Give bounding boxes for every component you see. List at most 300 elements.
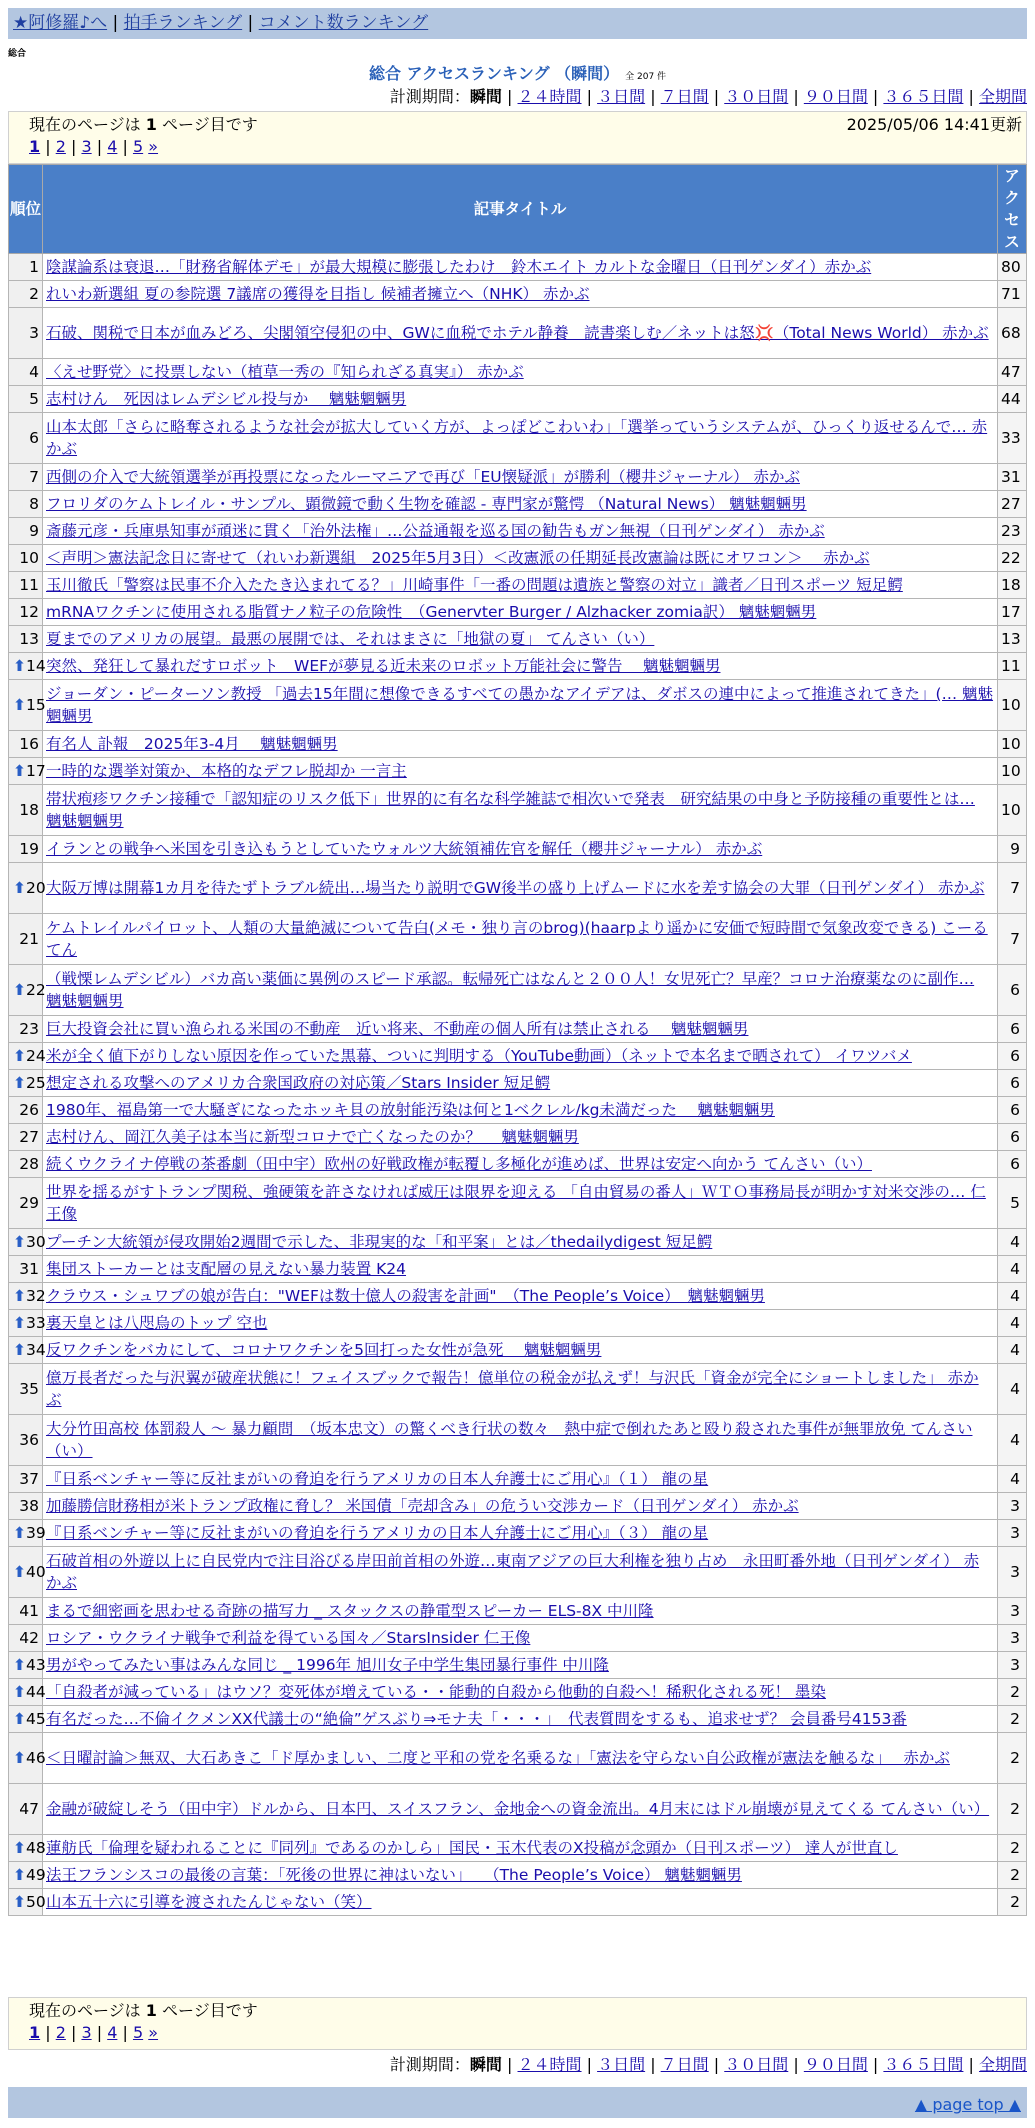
category-label: 総合: [8, 49, 27, 59]
rank-cell: [9, 518, 43, 545]
article-title-link[interactable]: 男がやってみたい事はみんな同じ _ 1996年 旭川女子中学生集団暴行事件 中川隆: [46, 1656, 609, 1674]
title-cell: [43, 1520, 998, 1547]
page-info-top: [8, 111, 1027, 164]
access-count: 2: [998, 1733, 1027, 1784]
ranking-row: [9, 1493, 1027, 1520]
page-number: 1: [145, 2001, 157, 2020]
up-arrow-icon: ⬆: [13, 1287, 26, 1305]
ranking-row: [9, 572, 1027, 599]
article-title-link[interactable]: 志村けん、岡江久美子は本当に新型コロナで亡くなったのか？ 魑魅魍魎男: [46, 1128, 579, 1146]
rank-cell: [9, 1178, 43, 1229]
ranking-row: [9, 1835, 1027, 1862]
pager-next-link[interactable]: »: [148, 137, 159, 156]
up-arrow-icon: ⬆: [13, 1839, 26, 1857]
rank-number: 33: [26, 1314, 46, 1332]
access-count: 6: [998, 1097, 1027, 1124]
rank-cell: [9, 626, 43, 653]
access-count: 6: [998, 1070, 1027, 1097]
period-link[interactable]: ７日間: [660, 87, 709, 106]
rank-cell: [9, 653, 46, 680]
rank-cell: [9, 1151, 43, 1178]
title-cell: [43, 413, 998, 464]
up-arrow-icon: ⬆: [13, 1563, 26, 1581]
article-title-link[interactable]: 裏天皇とは八咫烏のトップ 空也: [46, 1314, 268, 1332]
ranking-row: [9, 1862, 1027, 1889]
title-cell: [43, 1016, 998, 1043]
ranking-row: [9, 626, 1027, 653]
period-separator: |: [507, 87, 518, 106]
title-cell: [43, 1043, 998, 1070]
ranking-row: [9, 1889, 1027, 1916]
period-link[interactable]: 全期間: [978, 87, 1027, 106]
title-cell: [43, 1466, 998, 1493]
article-title-link[interactable]: 斎藤元彦・兵庫県知事が頑迷に貫く「治外法権」…公益通報を巡る国の勧告もガン無視（日刊ゲンダイ） 赤かぶ: [46, 522, 825, 540]
rank-number: 41: [19, 1602, 39, 1620]
access-count: 7: [998, 863, 1027, 914]
rank-cell: [9, 1547, 46, 1598]
rank-number: 47: [19, 1800, 39, 1818]
period-separator: |: [963, 87, 979, 106]
ranking-row: [9, 413, 1027, 464]
access-count: 10: [998, 785, 1027, 836]
period-link[interactable]: ３６５日間: [883, 2055, 964, 2074]
period-separator: |: [708, 87, 725, 106]
rank-number: 17: [26, 762, 46, 780]
ranking-row: [9, 1283, 1027, 1310]
pager-current-page[interactable]: 1: [29, 2023, 41, 2042]
ranking-row: [9, 491, 1027, 518]
rank-cell: [9, 1835, 46, 1862]
article-title-link[interactable]: ＜声明＞憲法記念日に寄せて（れいわ新選組 2025年5月3日）＜改憲派の任期延長改憲論は既にオワコン＞ 赤かぶ: [46, 549, 870, 567]
title-cell: [43, 1151, 998, 1178]
article-title-link[interactable]: ロシア・ウクライナ戦争で利益を得ている国々／StarsInsider 仁王像: [46, 1629, 531, 1647]
pager-page-link[interactable]: 2: [55, 2023, 66, 2042]
rank-cell: [9, 1415, 43, 1466]
article-title-link[interactable]: れいわ新選組 夏の参院選 7議席の獲得を目指し 候補者擁立へ（NHK） 赤かぶ: [46, 285, 590, 303]
rank-cell: [9, 863, 46, 914]
ranking-row: [9, 863, 1027, 914]
article-title-link[interactable]: 有名人 訃報 2025年3-4月 魑魅魍魎男: [46, 735, 338, 753]
period-separator: |: [867, 2055, 884, 2074]
ranking-row: [9, 1625, 1027, 1652]
rank-number: 36: [19, 1431, 39, 1449]
title-cell: [43, 491, 998, 518]
rank-number: 5: [29, 390, 39, 408]
article-title-link[interactable]: 億万長者だった与沢翼が破産状態に！フェイスブックで報告！億単位の税金が払えず！与沢氏「資金が完全にショートしました」 赤かぶ: [46, 1369, 979, 1409]
pager-page-link[interactable]: 2: [55, 137, 66, 156]
access-count: 22: [998, 545, 1027, 572]
ranking-row: [9, 680, 1027, 731]
pager-page-link[interactable]: 5: [132, 2023, 144, 2042]
access-count: 3: [998, 1547, 1027, 1598]
top-nav-bar: [8, 8, 1027, 39]
article-title-link[interactable]: ＜日曜討論＞無双、大石あきこ「ド厚かましい、二度と平和の党を名乗るな」「憲法を守らない自公政権が憲法を触るな」 赤かぶ: [46, 1749, 950, 1767]
article-title-link[interactable]: 続くウクライナ停戦の茶番劇（田中宇）欧州の好戦政権が転覆し多極化が進めば、世界は安定へ向かう てんさい（い）: [46, 1155, 872, 1173]
period-link[interactable]: ３日間: [597, 2055, 646, 2074]
article-title-link[interactable]: 山本太郎「さらに略奪されるような社会が拡大していく方が、よっぽどこわいわ」「選挙っていうシステムが、ひっくり返せるんで… 赤かぶ: [46, 418, 988, 458]
article-title-link[interactable]: イランとの戦争へ米国を引き込もうとしていたウォルツ大統領補佐官を解任（櫻井ジャーナル） 赤かぶ: [46, 840, 763, 858]
pager-page-link[interactable]: 4: [107, 2023, 118, 2042]
period-current: 瞬間: [469, 2055, 502, 2074]
access-count: 2: [998, 1835, 1027, 1862]
rank-number: 20: [26, 879, 46, 897]
pager-page-link[interactable]: 5: [132, 137, 144, 156]
article-title-link[interactable]: プーチン大統領が侵攻開始2週間で示した、非現実的な「和平案」とは／thedailydigest 短足鰐: [46, 1233, 713, 1251]
comment-ranking-link[interactable]: コメント数ランキング: [258, 13, 429, 33]
pager-current-page[interactable]: 1: [29, 137, 41, 156]
rank-number: 44: [26, 1683, 46, 1701]
column-header-title: 記事タイトル: [43, 165, 998, 254]
article-title-link[interactable]: フロリダのケムトレイル・サンプル、顕微鏡で動く生物を確認 - 専門家が驚愕 （Natural News） 魑魅魍魎男: [46, 495, 807, 513]
home-link[interactable]: ★阿修羅♪へ: [13, 13, 108, 33]
title-cell: [43, 1337, 998, 1364]
article-title-link[interactable]: 有名だった…不倫イクメンXX代議士の“絶倫”ゲスぶり⇒モナ夫「・・・」 代表質問をするも、追求せず？ 会員番号4153番: [46, 1710, 907, 1728]
rank-cell: [9, 254, 43, 281]
ranking-row: [9, 1016, 1027, 1043]
rank-number: 8: [29, 495, 39, 513]
period-selector-top: [390, 86, 1027, 108]
ranking-row: [9, 254, 1027, 281]
title-cell: [43, 1625, 998, 1652]
rank-number: 3: [29, 324, 39, 342]
ranking-row: [9, 1598, 1027, 1625]
rank-number: 50: [26, 1893, 46, 1911]
article-title-link[interactable]: 1980年、福島第一で大騒ぎになったホッキ貝の放射能汚染は何と1ベクレル/kg未満だった 魑魅魍魎男: [46, 1101, 775, 1119]
title-cell: [43, 281, 998, 308]
access-count: 4: [998, 1466, 1027, 1493]
ranking-row: [9, 1547, 1027, 1598]
pager-page-link[interactable]: 3: [81, 137, 92, 156]
article-title-link[interactable]: 志村けん 死因はレムデシビル投与か 魑魅魍魎男: [46, 390, 407, 408]
article-title-link[interactable]: 巨大投資会社に買い漁られる米国の不動産 近い将来、不動産の個人所有は禁止される 魑魅魍魎男: [46, 1020, 749, 1038]
period-selector-bottom: [390, 2054, 1027, 2076]
period-links: [507, 87, 1027, 106]
rank-number: 13: [19, 630, 39, 648]
article-title-link[interactable]: 集団ストーカーとは支配層の見えない暴力装置 K24: [46, 1260, 407, 1278]
ranking-row: [9, 1124, 1027, 1151]
period-label: 計測期間：: [389, 87, 470, 106]
rank-cell: [9, 308, 43, 359]
rank-number: 10: [19, 549, 39, 567]
rank-number: 48: [26, 1839, 46, 1857]
rank-number: 34: [26, 1341, 46, 1359]
rank-number: 24: [26, 1047, 46, 1065]
footer-bar: [8, 2087, 1027, 2118]
article-title-link[interactable]: 『日系ベンチャー等に反社まがいの脅迫を行うアメリカの日本人弁護士にご用心』（１） 龍の星: [46, 1470, 709, 1488]
article-title-link[interactable]: 玉川徹氏「警察は民事不介入たたき込まれてる？」川崎事件「一番の問題は遺族と警察の対立」識者／日刊スポーツ 短足鰐: [46, 576, 903, 594]
up-arrow-icon: ⬆: [13, 1683, 26, 1701]
rank-number: 27: [19, 1128, 39, 1146]
article-title-link[interactable]: 一時的な選挙対策か、本格的なデフレ脱却か 一言主: [46, 762, 407, 780]
article-title-link[interactable]: 〈えせ野党〉に投票しない（植草一秀の『知られざる真実』） 赤かぶ: [46, 363, 524, 381]
period-link[interactable]: ３日間: [597, 87, 646, 106]
rank-number: 7: [29, 468, 39, 486]
rank-number: 45: [26, 1710, 46, 1728]
title-cell: [43, 680, 998, 731]
title-cell: [43, 914, 998, 965]
ranking-row: [9, 1310, 1027, 1337]
title-cell: [43, 1733, 998, 1784]
ranking-row: [9, 1733, 1027, 1784]
rank-cell: [9, 1652, 46, 1679]
article-title-link[interactable]: 蓮舫氏「倫理を疑われることに『同列』であるのかしら」国民・玉木代表のX投稿が念頭か（日刊スポーツ） 達人が世直し: [46, 1839, 898, 1857]
title-cell: [43, 1706, 998, 1733]
title-cell: [43, 1652, 998, 1679]
rank-number: 16: [19, 735, 39, 753]
rank-number: 15: [26, 696, 46, 714]
rank-cell: [9, 1043, 46, 1070]
rank-cell: [9, 464, 43, 491]
access-count: 2: [998, 1784, 1027, 1835]
rank-cell: [9, 680, 46, 731]
nav-separator: |: [242, 13, 259, 33]
access-count: 4: [998, 1364, 1027, 1415]
access-count: 6: [998, 1124, 1027, 1151]
up-arrow-icon: ⬆: [13, 981, 26, 999]
ranking-row: [9, 308, 1027, 359]
access-count: 18: [998, 572, 1027, 599]
article-title-link[interactable]: 大分竹田高校 体罰殺人 〜 暴力顧問 （坂本忠文）の驚くべき行状の数々 熱中症で倒れたあと殴り殺された事件が無罪放免 てんさい（い）: [46, 1420, 973, 1460]
access-count: 23: [998, 518, 1027, 545]
pager-separator: |: [117, 137, 133, 156]
rank-cell: [9, 1889, 46, 1916]
nav-separator: |: [107, 13, 124, 33]
access-count: 10: [998, 731, 1027, 758]
rank-cell: [9, 965, 46, 1016]
access-count: 4: [998, 1337, 1027, 1364]
article-title-link[interactable]: 想定される攻撃へのアメリカ合衆国政府の対応策／Stars Insider 短足鰐: [46, 1074, 551, 1092]
period-separator: |: [788, 2055, 804, 2074]
rank-cell: [9, 1070, 46, 1097]
ranking-row: [9, 1652, 1027, 1679]
rank-cell: [9, 1493, 43, 1520]
ranking-row: [9, 1415, 1027, 1466]
rank-number: 19: [19, 840, 39, 858]
access-count: 3: [998, 1598, 1027, 1625]
rank-cell: [9, 1310, 46, 1337]
page-number: 1: [145, 115, 157, 134]
rank-cell: [9, 1784, 43, 1835]
rank-number: 14: [26, 657, 46, 675]
article-title-link[interactable]: 突然、発狂して暴れだすロボット WEFが夢見る近未来のロボット万能社会に警告 魑魅魍魎男: [46, 657, 721, 675]
rank-cell: [9, 1337, 46, 1364]
article-title-link[interactable]: 石破、関税で日本が血みどろ、尖閣領空侵犯の中、GWに血税でホテル静養 読書楽しむ／ネットは怒💢（Total News World） 赤かぶ: [46, 324, 989, 342]
rank-number: 29: [19, 1194, 39, 1212]
rank-number: 49: [26, 1866, 46, 1884]
rank-cell: [9, 1862, 46, 1889]
article-title-link[interactable]: ケムトレイルパイロット、人類の大量絶滅について告白(メモ・独り言のbrog)(haarpより遥かに安価で短時間で気象改変できる) こーるてん: [46, 919, 988, 959]
ranking-row: [9, 1337, 1027, 1364]
article-title-link[interactable]: 加藤勝信財務相が米トランプ政権に脅し？ 米国債「売却含み」の危うい交渉カード（日刊ゲンダイ） 赤かぶ: [46, 1497, 799, 1515]
period-link[interactable]: ７日間: [660, 2055, 709, 2074]
access-count: 4: [998, 1283, 1027, 1310]
article-title-link[interactable]: 『日系ベンチャー等に反社まがいの脅迫を行うアメリカの日本人弁護士にご用心』（３） 龍の星: [46, 1524, 709, 1542]
article-title-link[interactable]: 夏までのアメリカの展望。最悪の展開では、それはまさに「地獄の夏」 てんさい（い）: [46, 630, 655, 648]
rank-number: 39: [26, 1524, 46, 1542]
period-link[interactable]: ２４時間: [517, 2055, 582, 2074]
up-arrow-icon: ⬆: [13, 1893, 26, 1911]
period-link[interactable]: ３０日間: [724, 2055, 789, 2074]
pager-separator: |: [91, 137, 108, 156]
access-count: 3: [998, 1652, 1027, 1679]
article-title-link[interactable]: 西側の介入で大統領選挙が再投票になったルーマニアで再び「EU懐疑派」が勝利（櫻井ジャーナル） 赤かぶ: [46, 468, 800, 486]
ranking-row: [9, 1256, 1027, 1283]
up-arrow-icon: ⬆: [13, 1341, 26, 1359]
title-cell: [43, 758, 998, 785]
ranking-row: [9, 281, 1027, 308]
title-cell: [43, 545, 998, 572]
rank-number: 6: [29, 429, 39, 447]
period-link[interactable]: ９０日間: [803, 2055, 868, 2074]
article-title-link[interactable]: 米が全く値下がりしない原因を作っていた黒幕、ついに判明する（YouTube動画）（ネットで本名まで晒されて） イワツバメ: [46, 1047, 912, 1065]
access-count: 10: [998, 680, 1027, 731]
article-title-link[interactable]: mRNAワクチンに使用される脂質ナノ粒子の危険性 （Genervter Burger / Alzhacker zomia訳） 魑魅魍魎男: [46, 603, 817, 621]
title-cell: [43, 1889, 998, 1916]
title-cell: [43, 599, 998, 626]
period-label: 計測期間：: [389, 2055, 470, 2074]
page-info-text: ページ目です: [156, 115, 258, 134]
rank-cell: [9, 386, 43, 413]
article-title-link[interactable]: 石破首相の外遊以上に自民党内で注目浴びる岸田前首相の外遊…東南アジアの巨大利権を独り占め 永田町番外地（日刊ゲンダイ） 赤かぶ: [46, 1552, 980, 1592]
up-arrow-icon: ⬆: [13, 696, 26, 714]
rank-cell: [9, 836, 43, 863]
ranking-row: [9, 1097, 1027, 1124]
period-link[interactable]: ３０日間: [724, 87, 789, 106]
article-title-link[interactable]: 大阪万博は開幕1カ月を待たずトラブル続出…場当たり説明でGW後半の盛り上げムードに水を差す協会の大罪（日刊ゲンダイ） 赤かぶ: [46, 879, 985, 897]
access-count: 5: [998, 1178, 1027, 1229]
title-cell: [43, 1784, 998, 1835]
ranking-row: [9, 731, 1027, 758]
pager-separator: |: [65, 137, 82, 156]
access-count: 71: [998, 281, 1027, 308]
period-separator: |: [581, 2055, 598, 2074]
ranking-table: [8, 164, 1027, 1916]
rank-cell: [9, 491, 43, 518]
page-top-link[interactable]: ▲ page top ▲: [914, 2095, 1021, 2114]
access-count: 31: [998, 464, 1027, 491]
title-cell: [43, 572, 998, 599]
rank-cell: [9, 785, 43, 836]
access-count: 6: [998, 1151, 1027, 1178]
pager-next-link[interactable]: »: [148, 2023, 159, 2042]
access-count: 9: [998, 836, 1027, 863]
access-count: 4: [998, 1310, 1027, 1337]
ranking-row: [9, 653, 1027, 680]
access-count: 27: [998, 491, 1027, 518]
total-count: 全 207 件: [625, 72, 667, 82]
page-info-text: 現在のページは: [29, 2001, 146, 2020]
ranking-row: [9, 1679, 1027, 1706]
rank-number: 23: [19, 1020, 39, 1038]
rank-cell: [9, 1364, 43, 1415]
article-title-link[interactable]: 反ワクチンをバカにして、コロナワクチンを5回打った女性が急死 魑魅魍魎男: [46, 1341, 602, 1359]
title-cell: [43, 1124, 998, 1151]
title-cell: [43, 1256, 998, 1283]
pager: [29, 2022, 1006, 2044]
clap-ranking-link[interactable]: 拍手ランキング: [123, 13, 243, 33]
period-separator: |: [645, 2055, 661, 2074]
ranking-row: [9, 914, 1027, 965]
up-arrow-icon: ⬆: [13, 1866, 26, 1884]
ranking-row: [9, 1466, 1027, 1493]
period-link[interactable]: 全期間: [978, 2055, 1027, 2074]
article-title-link[interactable]: 世界を揺るがすトランプ関税、強硬策を許さなければ威圧は限界を迎える 「自由貿易の番人」ＷＴＯ事務局長が明かす対米交渉の… 仁王像: [46, 1183, 986, 1223]
access-count: 11: [998, 653, 1027, 680]
ranking-row: [9, 1784, 1027, 1835]
rank-number: 11: [19, 576, 39, 594]
access-count: 47: [998, 359, 1027, 386]
period-link[interactable]: ３６５日間: [883, 87, 964, 106]
access-count: 6: [998, 1043, 1027, 1070]
article-title-link[interactable]: 陰謀論系は衰退…「財務省解体デモ」が最大規模に膨張したわけ 鈴木エイト カルトな金曜日（日刊ゲンダイ）赤かぶ: [46, 258, 872, 276]
title-cell: [43, 1310, 998, 1337]
rank-number: 25: [26, 1074, 46, 1092]
pager: [29, 136, 1006, 158]
access-count: 3: [998, 1493, 1027, 1520]
pager-separator: |: [65, 2023, 82, 2042]
rank-number: 12: [19, 603, 39, 621]
ranking-row: [9, 1364, 1027, 1415]
article-title-link[interactable]: ジョーダン・ピーターソン教授 「過去15年間に想像できるすべての愚かなアイデアは、ダボスの連中によって推進されてきた」(… 魑魅魍魎男: [46, 685, 994, 725]
article-title-link[interactable]: 金融が破綻しそう（田中宇）ドルから、日本円、スイスフラン、金地金への資金流出。4月末にはドル崩壊が見えてくる てんさい（い）: [46, 1800, 990, 1818]
rank-cell: [9, 1097, 43, 1124]
article-title-link[interactable]: （戦慄レムデシビル）バカ高い薬価に異例のスピード承認。転帰死亡はなんと２００人！女児死亡？早産？コロナ治療薬なのに副作… 魑魅魍魎男: [46, 970, 975, 1010]
article-title-link[interactable]: 山本五十六に引導を渡されたんじゃない（笑）: [46, 1893, 372, 1911]
rank-number: 9: [29, 522, 39, 540]
up-arrow-icon: ⬆: [13, 1656, 26, 1674]
ranking-row: [9, 1043, 1027, 1070]
title-cell: [43, 731, 998, 758]
title-cell: [43, 1229, 998, 1256]
rank-number: 43: [26, 1656, 46, 1674]
period-links: [507, 2055, 1027, 2074]
page-info-text: 現在のページは: [29, 115, 146, 134]
rank-number: 42: [19, 1629, 39, 1647]
article-title-link[interactable]: まるで細密画を思わせる奇跡の描写力 _ スタックスの静電型スピーカー ELS-8X 中川隆: [46, 1602, 654, 1620]
access-count: 2: [998, 1889, 1027, 1916]
ranking-row: [9, 1178, 1027, 1229]
title-cell: [43, 1415, 998, 1466]
up-arrow-icon: ⬆: [13, 762, 26, 780]
title-cell: [43, 1598, 998, 1625]
rank-cell: [9, 1256, 43, 1283]
title-cell: [43, 785, 998, 836]
rank-number: 30: [26, 1233, 46, 1251]
period-link[interactable]: ２４時間: [517, 87, 582, 106]
title-cell: [43, 1547, 998, 1598]
title-cell: [43, 518, 998, 545]
period-link[interactable]: ９０日間: [803, 87, 868, 106]
access-count: 3: [998, 1625, 1027, 1652]
rank-number: 35: [19, 1380, 39, 1398]
title-cell: [43, 1862, 998, 1889]
title-cell: [43, 1178, 998, 1229]
article-title-link[interactable]: クラウス・シュワブの娘が告白："WEFは数十億人の殺害を計画" （The People’s Voice） 魑魅魍魎男: [46, 1287, 765, 1305]
article-title-link[interactable]: 「自殺者が減っている」はウソ？変死体が増えている・・能動的自殺から他動的自殺へ！稀釈化される死！ 墨染: [46, 1683, 826, 1701]
updated-time: 2025/05/06 14:41更新: [846, 115, 1022, 134]
pager-page-link[interactable]: 4: [107, 137, 118, 156]
title-cell: [43, 1070, 998, 1097]
title-cell: [43, 254, 998, 281]
rank-number: 46: [26, 1749, 46, 1767]
access-count: 80: [998, 254, 1027, 281]
rank-number: 37: [19, 1470, 39, 1488]
article-title-link[interactable]: 法王フランシスコの最後の言葉：「死後の世界に神はいない」 （The People’s Voice） 魑魅魍魎男: [46, 1866, 742, 1884]
ranking-row: [9, 836, 1027, 863]
article-title-link[interactable]: 帯状疱疹ワクチン接種で「認知症のリスク低下」世界的に有名な科学雑誌で相次いで発表 研究結果の中身と予防接種の重要性とは… 魑魅魍魎男: [46, 790, 975, 830]
pager-page-link[interactable]: 3: [81, 2023, 92, 2042]
title-cell: [43, 464, 998, 491]
